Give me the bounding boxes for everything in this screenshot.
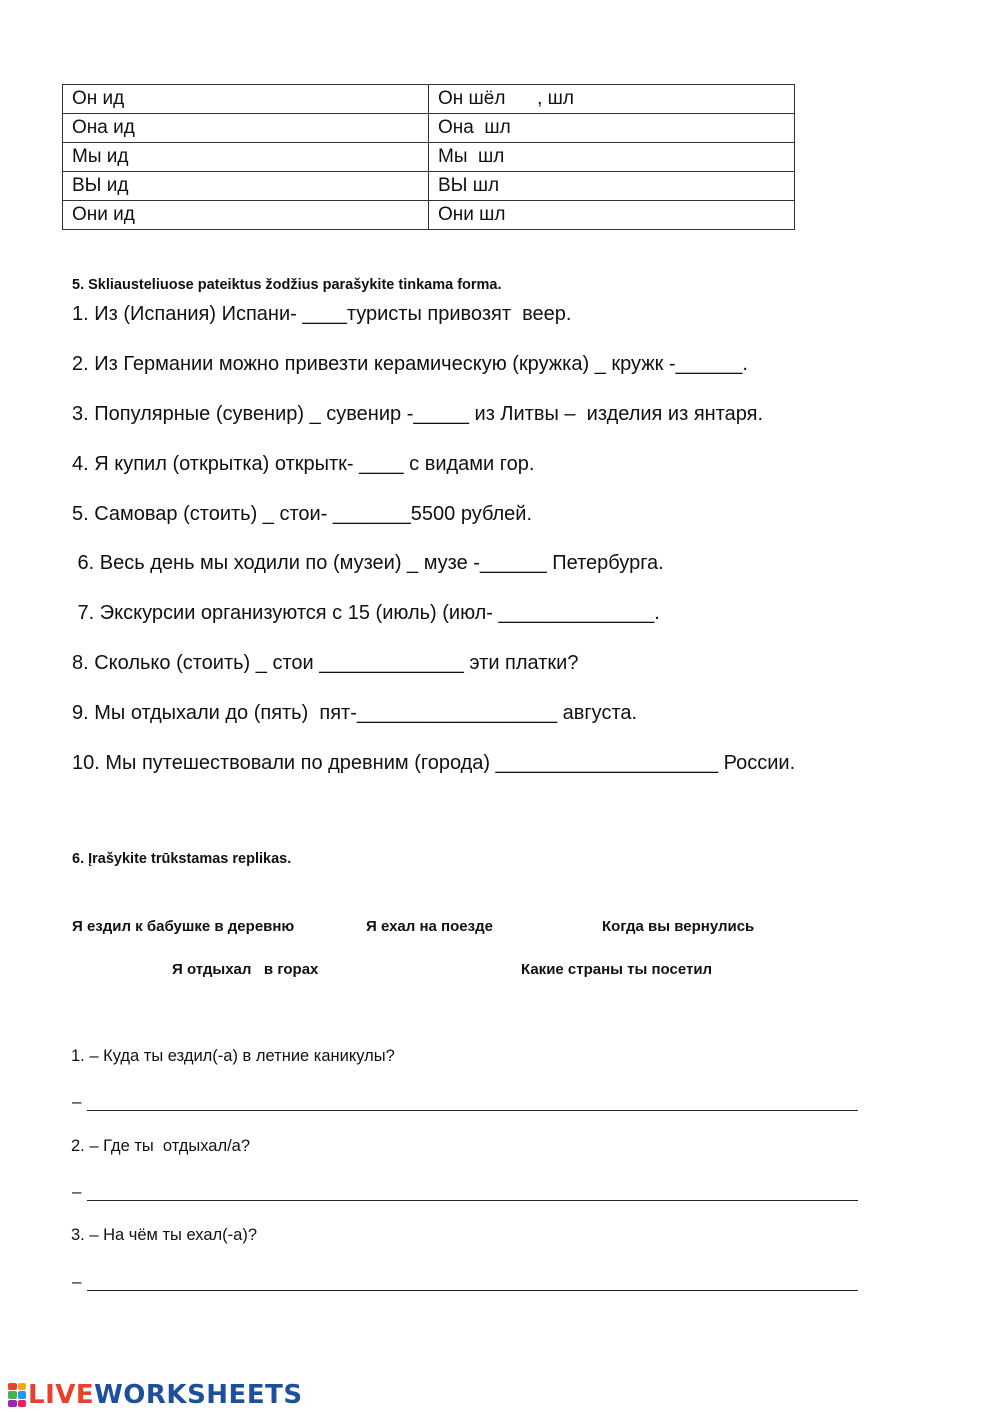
logo-mark-block: [8, 1400, 17, 1407]
word-bank-item: Я ездил к бабушке в деревню: [72, 918, 295, 935]
logo-mark-block: [18, 1383, 27, 1390]
answer-blank[interactable]: [87, 1290, 858, 1291]
exercise-item: 1. Из (Испания) Испани- ____туристы привозят веер.: [72, 303, 572, 325]
logo-mark-block: [8, 1383, 17, 1390]
logo-text-worksheets: WORKSHEETS: [94, 1380, 303, 1410]
verb-conjugation-table: [62, 84, 795, 230]
exercise-item: 6. Весь день мы ходили по (музеи) _ музе -______ Петербурга.: [72, 552, 664, 574]
answer-line[interactable]: [72, 1092, 858, 1112]
liveworksheets-logo: [8, 1380, 303, 1410]
table-row: [63, 114, 795, 143]
table-row: [63, 172, 795, 201]
table-row: [63, 201, 795, 230]
section-6-heading: 6. Įrašykite trūkstamas replikas.: [72, 851, 292, 867]
logo-mark-block: [18, 1400, 27, 1407]
answer-line[interactable]: [72, 1272, 858, 1292]
word-bank-item: Я отдыхал в горах: [172, 961, 319, 978]
section-5-heading: 5. Skliausteliuose pateiktus žodžius parašykite tinkama forma.: [72, 277, 502, 293]
answer-dash: –: [72, 1272, 82, 1291]
exercise-item: 2. Из Германии можно привезти керамическую (кружка) _ кружк -______.: [72, 353, 748, 375]
answer-dash: –: [72, 1182, 82, 1201]
table-cell-past: Он шёл , шл: [429, 85, 795, 114]
table-cell-present: Мы ид: [63, 143, 429, 172]
logo-mark-block: [8, 1391, 17, 1398]
exercise-item: 8. Сколько (стоить) _ стои _____________ эти платки?: [72, 652, 579, 674]
table-cell-past: Она шл: [429, 114, 795, 143]
exercise-item: 5. Самовар (стоить) _ стои- _______5500 рублей.: [72, 503, 533, 525]
table-cell-present: Она ид: [63, 114, 429, 143]
answer-blank[interactable]: [87, 1110, 858, 1111]
word-bank-item: Когда вы вернулись: [602, 918, 755, 935]
exercise-item: 4. Я купил (открытка) открытк- ____ с видами гор.: [72, 453, 535, 475]
word-bank-item: Какие страны ты посетил: [521, 961, 713, 978]
liveworksheets-mark-icon: [8, 1383, 26, 1407]
logo-mark-block: [18, 1391, 27, 1398]
exercise-item: 9. Мы отдыхали до (пять) пят-__________________ августа.: [72, 702, 638, 724]
dialogue-question: 3. – На чём ты ехал(-а)?: [71, 1226, 258, 1244]
dialogue-question: 1. – Куда ты ездил(-а) в летние каникулы?: [71, 1047, 395, 1065]
exercise-item: 10. Мы путешествовали по древним (города) ____________________ России.: [72, 752, 796, 774]
table-cell-past: ВЫ шл: [429, 172, 795, 201]
answer-dash: –: [72, 1092, 82, 1111]
dialogue-question: 2. – Где ты отдыхал/а?: [71, 1137, 251, 1155]
logo-text-live: LIVE: [28, 1380, 95, 1410]
table-cell-present: Он ид: [63, 85, 429, 114]
table-cell-present: Они ид: [63, 201, 429, 230]
exercise-item: 3. Популярные (сувенир) _ сувенир -_____ из Литвы – изделия из янтаря.: [72, 403, 764, 425]
table-row: [63, 85, 795, 114]
answer-blank[interactable]: [87, 1200, 858, 1201]
table-cell-past: Мы шл: [429, 143, 795, 172]
table-cell-past: Они шл: [429, 201, 795, 230]
word-bank-item: Я ехал на поезде: [366, 918, 493, 935]
exercise-item: 7. Экскурсии организуются с 15 (июль) (июл- ______________.: [72, 602, 660, 624]
answer-line[interactable]: [72, 1182, 858, 1202]
table-row: [63, 143, 795, 172]
table-cell-present: ВЫ ид: [63, 172, 429, 201]
